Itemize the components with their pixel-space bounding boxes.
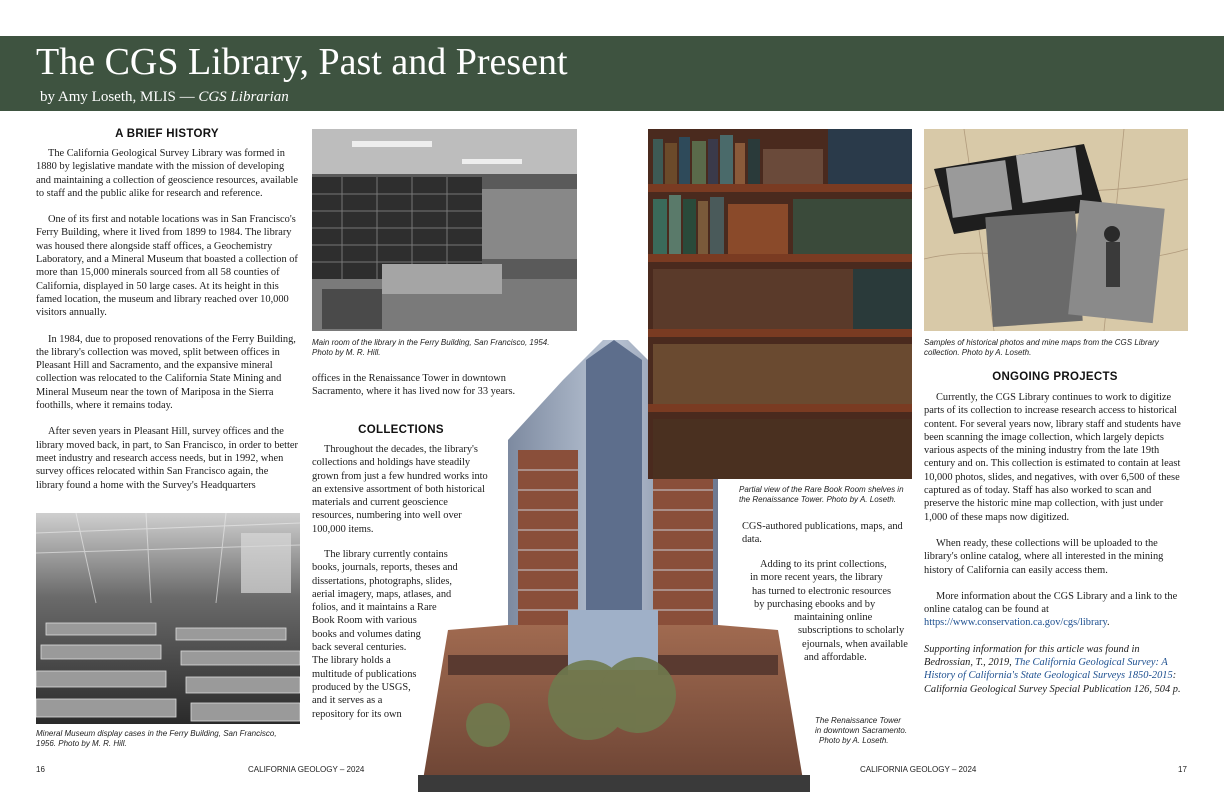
text-line: The library holds a — [312, 655, 391, 667]
text-line: multitude of publications — [312, 668, 417, 680]
collections-paragraph-3 — [748, 558, 918, 664]
text-line: The library currently contains — [324, 549, 448, 560]
text-line: and it serves as a — [312, 695, 383, 707]
rare-book-room-photo — [648, 129, 912, 479]
caption-line: The Renaissance Tower — [815, 716, 901, 725]
history-paragraph-4: After seven years in Pleasant Hill, survey offices and the library moved back, in part, to San Francisco, in order to better meet industry and research access needs, but in 1992, when survey offices relocated within San Francisco again, the library found a home with the Survey's Headquarters — [36, 426, 298, 491]
projects-p3-text: More information about the CGS Library and a link to the online catalog can be found at — [924, 590, 1178, 616]
text-line: folios, and it maintains a Rare — [312, 602, 437, 614]
collections-paragraph-2-cont: CGS-authored publications, maps, and data. — [742, 521, 903, 546]
collections-heading: COLLECTIONS — [358, 424, 444, 436]
support-pre: Supporting information for this article was found in Bedrossian, T., 2019, — [924, 643, 1140, 669]
text-line: has turned to electronic resources — [752, 585, 892, 597]
text-line: aerial imagery, maps, atlases, and — [312, 588, 452, 600]
support-title-link[interactable]: The California Geological Survey: A History of California's State Geological Surveys 1850-2015 — [924, 657, 1173, 682]
byline — [40, 89, 289, 106]
text-line: Book Room with various — [312, 615, 417, 627]
projects-p3-end: . — [1107, 617, 1110, 629]
supporting-info — [924, 643, 1186, 696]
article-title: The CGS Library, Past and Present — [36, 41, 568, 83]
mineral-museum-caption: Mineral Museum display cases in the Ferry Building, San Francisco, 1956. Photo by M. R. Hill. — [36, 729, 277, 748]
historical-photos-maps — [924, 129, 1188, 331]
history-paragraph-2: One of its first and notable locations was in San Francisco's Ferry Building, where it lived from 1899 to 1984. The library was housed there alongside staff offices, a Geochemistry Laboratory, and a Mineral Museum that boasted a collection of more than 15,000 minerals sourced from all 58 counties of California, displayed in 50 large cases. At its height in this famed location, the museum and library reached over 10,000 visitors annually. — [36, 214, 298, 319]
caption-line: in downtown Sacramento. — [815, 726, 908, 735]
text-line: ejournals, when available — [802, 638, 908, 650]
projects-heading: ONGOING PROJECTS — [992, 371, 1118, 383]
ferry-library-photo — [312, 129, 577, 331]
text-line: and affordable. — [804, 652, 867, 664]
text-line: maintaining online — [794, 612, 873, 624]
ferry-library-caption: Main room of the library in the Ferry Building, San Francisco, 1954. Photo by M. R. Hill. — [312, 338, 550, 357]
text-line: by purchasing ebooks and by — [754, 598, 876, 610]
text-line: repository for its own — [312, 708, 402, 720]
text-line: dissertations, photographs, slides, — [312, 575, 452, 587]
page-number-right: 17 — [1178, 765, 1187, 774]
history-paragraph-4-cont: offices in the Renaissance Tower in downtown Sacramento, where it has lived now for 33 years. — [312, 373, 516, 398]
collections-paragraph-1: Throughout the decades, the library's collections and holdings have steadily grown from just a few hundred works into an extensive assortment of both historical materials and current geoscience resources, numbering into well over 100,000 items. — [312, 444, 488, 535]
projects-paragraph-2: When ready, these collections will be uploaded to the library's online catalog, where all interested in the mining history of California can easily access them. — [924, 537, 1164, 576]
history-column — [36, 147, 298, 505]
support-post: : California Geological Survey Special Publication 126, 504 p. — [924, 670, 1181, 695]
rare-book-caption: Partial view of the Rare Book Room shelves in the Renaissance Tower. Photo by A. Loseth. — [739, 485, 904, 504]
caption-line: Photo by A. Loseth. — [819, 736, 889, 745]
byline-role: CGS Librarian — [198, 89, 289, 105]
text-line: books, journals, reports, theses and — [312, 562, 458, 574]
catalog-link[interactable]: https://www.conservation.ca.gov/cgs/library — [924, 617, 1108, 629]
photos-maps-caption: Samples of historical photos and mine maps from the CGS Library collection. Photo by A. Loseth. — [924, 338, 1159, 357]
text-line: produced by the USGS, — [312, 681, 411, 693]
byline-author: by Amy Loseth, MLIS — — [40, 89, 199, 105]
mineral-museum-photo — [36, 513, 300, 724]
history-paragraph-1: The California Geological Survey Library was formed in 1880 by legislative mandate with the mission of developing and maintaining a collection of geoscience resources, available to staff and the public alike for research and reference. — [36, 148, 298, 199]
text-line: Adding to its print collections, — [760, 559, 887, 570]
text-line: books and volumes dating — [312, 628, 421, 640]
projects-column — [924, 391, 1186, 709]
history-paragraph-3: In 1984, due to proposed renovations of the Ferry Building, the library's collection was moved, split between offices in Pleasant Hill and Sacramento, and the expansive mineral collection was relocated to the California State Mining and Mineral Museum near the town of Mariposa in the Sierra foothills, where it remains today. — [36, 333, 296, 412]
tower-caption — [815, 716, 925, 746]
projects-paragraph-1: Currently, the CGS Library continues to work to digitize parts of its collection to increase research access to historical content. For several years now, library staff and students have been scanning the image collection, which largely depicts various aspects of the mining industry from the late 19th century and on. This collection is estimated to contain at least 10,000 photos, slides, and negatives, with over 6,500 of these captured as of today. Staff has also worked to scan and preserve the historic mine map collection, with just under 1,000 of these maps now digitized. — [924, 392, 1181, 523]
projects-paragraph-3 — [924, 590, 1186, 630]
history-heading: A BRIEF HISTORY — [115, 128, 219, 140]
collections-continued — [742, 520, 910, 560]
page-number-left: 16 — [36, 765, 45, 774]
journal-name-right: CALIFORNIA GEOLOGY – 2024 — [860, 765, 977, 774]
text-line: subscriptions to scholarly — [798, 625, 905, 637]
journal-name-left: CALIFORNIA GEOLOGY – 2024 — [248, 765, 365, 774]
text-line: back several centuries. — [312, 642, 407, 654]
text-line: in more recent years, the library — [750, 572, 883, 584]
